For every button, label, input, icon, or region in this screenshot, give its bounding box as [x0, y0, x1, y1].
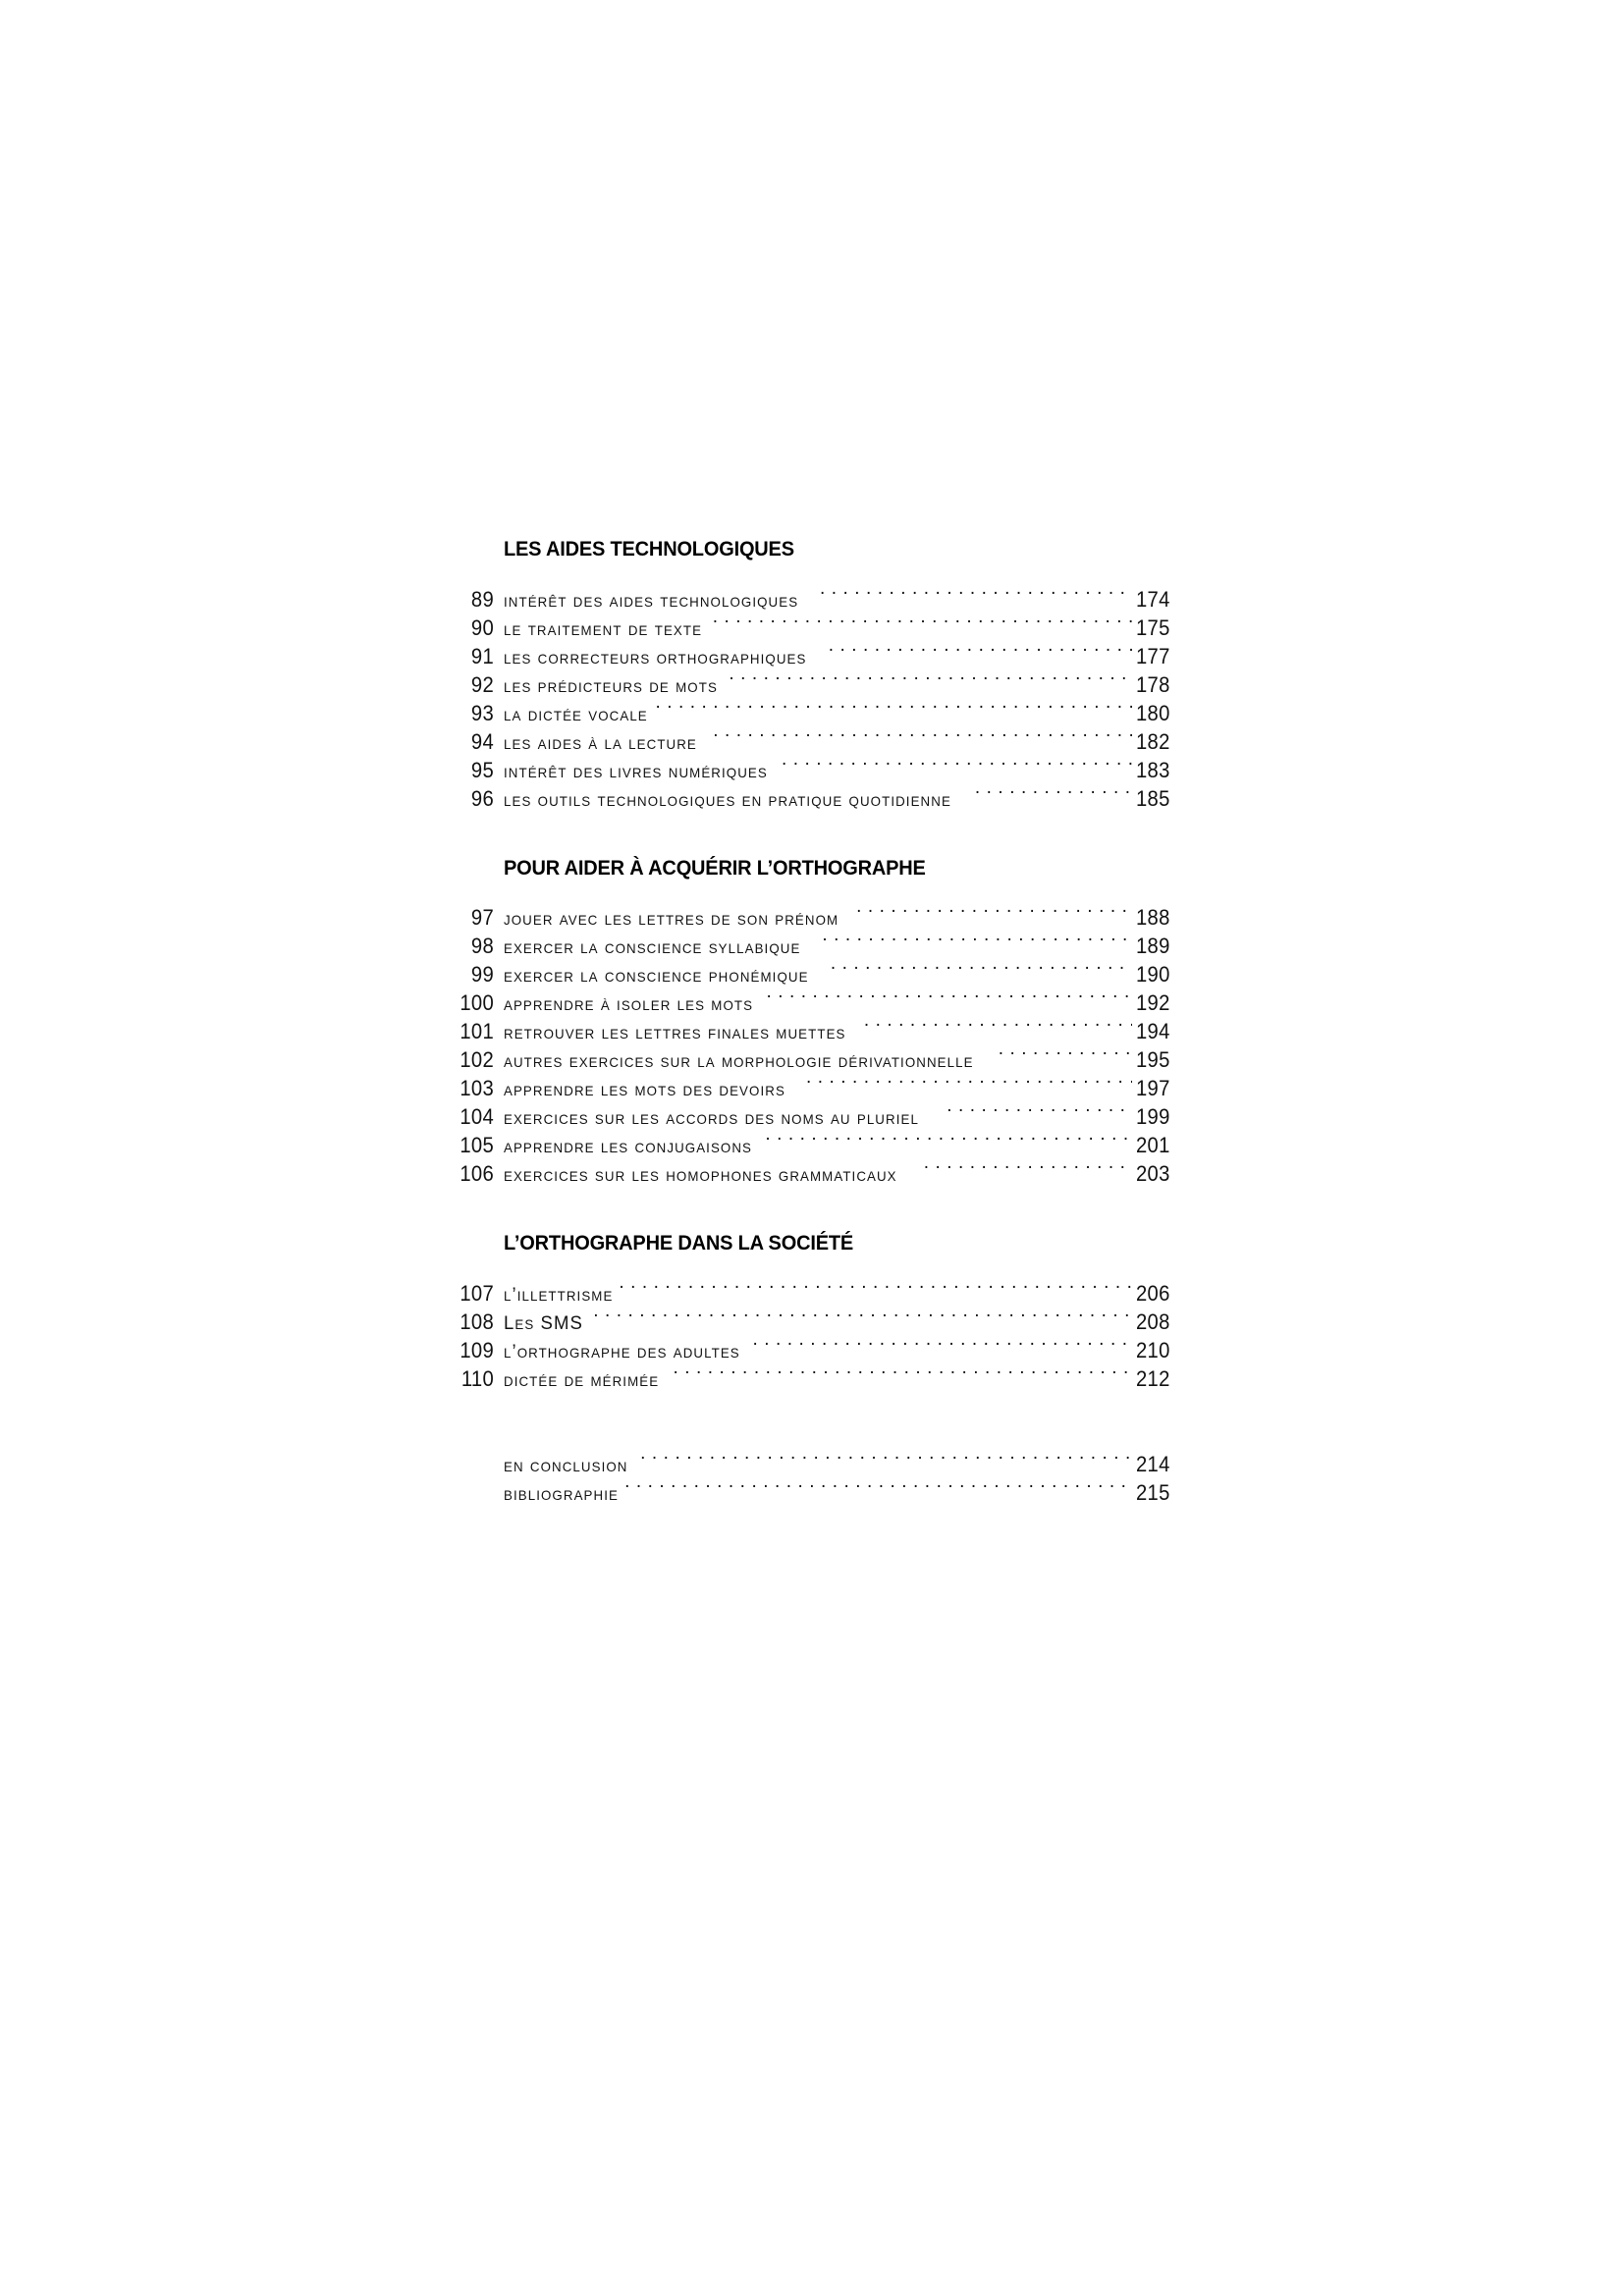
section-entry-list	[437, 1272, 1183, 1391]
entry-title: les outils technologiques en pratique quotidienne	[504, 788, 951, 811]
entry-number: 107	[460, 1280, 494, 1306]
entry-page-number: 197	[1136, 1076, 1170, 1101]
entry-number: 105	[460, 1133, 494, 1158]
entry-title: retrouver les lettres finales muettes	[504, 1022, 846, 1044]
entry-page-number: 177	[1136, 643, 1170, 668]
dot-leader	[729, 664, 1132, 692]
entry-number: 106	[460, 1161, 494, 1187]
entry-page-number: 192	[1136, 990, 1170, 1016]
toc-content	[437, 537, 1183, 1505]
entry-title: apprendre les conjugaisons	[504, 1136, 753, 1158]
entry-number: 98	[470, 934, 494, 959]
entry-title: intérêt des livres numériques	[504, 760, 768, 782]
dot-leader	[924, 1152, 1132, 1181]
entry-page-number: 195	[1136, 1047, 1170, 1073]
dot-leader	[829, 635, 1132, 664]
entry-title: apprendre à isoler les mots	[504, 993, 754, 1016]
entry-title: les prédicteurs de mots	[504, 674, 718, 697]
entry-page-number: 214	[1136, 1451, 1170, 1476]
entry-page-number: 212	[1136, 1365, 1170, 1391]
entry-number: 100	[460, 990, 494, 1016]
entry-page-number: 206	[1136, 1280, 1170, 1306]
toc-entry[interactable]	[437, 578, 1183, 612]
dot-leader	[856, 896, 1132, 925]
section-heading: LES AIDES TECHNOLOGIQUES	[504, 537, 794, 561]
entry-number: 104	[460, 1104, 494, 1130]
entry-title: la dictée vocale	[504, 703, 648, 725]
entry-page-number: 201	[1136, 1133, 1170, 1158]
entry-title: autres exercices sur la morphologie dérivationnelle	[504, 1050, 974, 1073]
entry-page-number: 210	[1136, 1337, 1170, 1362]
entry-title: bibliographie	[504, 1482, 619, 1505]
entry-page-number: 183	[1136, 757, 1170, 782]
entry-title: l’orthographe des adultes	[504, 1340, 740, 1362]
dot-leader	[765, 1124, 1132, 1152]
entry-number: 89	[470, 586, 494, 612]
entry-number: 109	[460, 1337, 494, 1362]
entry-title: exercer la conscience syllabique	[504, 936, 801, 959]
toc-section-les-aides-technologiques	[437, 537, 1183, 811]
toc-section-lorthographe-dans-la-societe	[437, 1231, 1183, 1391]
entry-title: exercices sur les homophones grammaticaux	[504, 1164, 897, 1187]
entry-page-number: 182	[1136, 728, 1170, 754]
entry-page-number: 190	[1136, 962, 1170, 988]
dot-leader	[947, 1095, 1132, 1124]
entry-title: exercices sur les accords des noms au pluriel	[504, 1107, 919, 1130]
dot-leader	[674, 1358, 1132, 1386]
dot-leader	[831, 953, 1132, 982]
entry-page-number: 215	[1136, 1479, 1170, 1505]
entry-page-number: 174	[1136, 586, 1170, 612]
section-entry-list	[437, 896, 1183, 1187]
entry-page-number: 194	[1136, 1019, 1170, 1044]
entry-title: Les SMS	[504, 1311, 583, 1334]
entry-page-number: 180	[1136, 700, 1170, 725]
entry-number: 90	[470, 614, 494, 640]
dot-leader	[713, 607, 1132, 635]
entry-page-number: 189	[1136, 934, 1170, 959]
entry-number: 99	[470, 962, 494, 988]
dot-leader	[713, 721, 1132, 749]
entry-number: 91	[470, 643, 494, 668]
toc-entry[interactable]	[437, 896, 1183, 931]
entry-title: apprendre les mots des devoirs	[504, 1079, 785, 1101]
toc-entry[interactable]	[437, 1272, 1183, 1306]
dot-leader	[619, 1272, 1132, 1301]
entry-page-number: 178	[1136, 671, 1170, 697]
section-heading: POUR AIDER À ACQUÉRIR L’ORTHOGRAPHE	[504, 855, 926, 880]
entry-page-number: 175	[1136, 614, 1170, 640]
toc-section-pour-aider-a-acquerir-lorthographe	[437, 855, 1183, 1187]
entry-title: le traitement de texte	[504, 617, 703, 640]
dot-leader	[806, 1067, 1132, 1095]
dot-leader	[752, 1329, 1132, 1358]
entry-page-number: 185	[1136, 785, 1170, 811]
dot-leader	[820, 578, 1132, 607]
toc-tail-list	[437, 1443, 1183, 1505]
entry-title: jouer avec les lettres de son prénom	[504, 908, 839, 931]
entry-title: dictée de mérimée	[504, 1368, 660, 1391]
section-entry-list	[437, 578, 1183, 811]
entry-title: l’illettrisme	[504, 1283, 614, 1306]
dot-leader	[782, 749, 1132, 777]
entry-number: 93	[470, 700, 494, 725]
entry-number: 110	[460, 1365, 494, 1391]
dot-leader	[624, 1471, 1132, 1500]
entry-page-number: 188	[1136, 905, 1170, 931]
entry-number: 102	[460, 1047, 494, 1073]
entry-number: 103	[460, 1076, 494, 1101]
dot-leader	[822, 925, 1132, 953]
entry-page-number: 199	[1136, 1104, 1170, 1130]
entry-title: en conclusion	[504, 1454, 628, 1476]
section-heading: L’ORTHOGRAPHE DANS LA SOCIÉTÉ	[504, 1231, 854, 1255]
entry-number: 95	[470, 757, 494, 782]
dot-leader	[640, 1443, 1132, 1471]
entry-title: exercer la conscience phonémique	[504, 965, 809, 988]
entry-number: 108	[460, 1308, 494, 1334]
dot-leader	[999, 1039, 1132, 1067]
dot-leader	[766, 982, 1132, 1010]
dot-leader	[656, 692, 1133, 721]
entry-page-number: 203	[1136, 1161, 1170, 1187]
entry-number: 92	[470, 671, 494, 697]
entry-title: intérêt des aides technologiques	[504, 589, 799, 612]
dot-leader	[593, 1301, 1132, 1329]
entry-title: les correcteurs orthographiques	[504, 646, 807, 668]
dot-leader	[864, 1010, 1132, 1039]
entry-number: 97	[470, 905, 494, 931]
toc-entry[interactable]	[437, 1443, 1183, 1476]
entry-page-number: 208	[1136, 1308, 1170, 1334]
entry-number: 101	[460, 1019, 494, 1044]
dot-leader	[975, 777, 1132, 806]
entry-number: 94	[470, 728, 494, 754]
entry-number: 96	[470, 785, 494, 811]
entry-title: les aides à la lecture	[504, 731, 697, 754]
